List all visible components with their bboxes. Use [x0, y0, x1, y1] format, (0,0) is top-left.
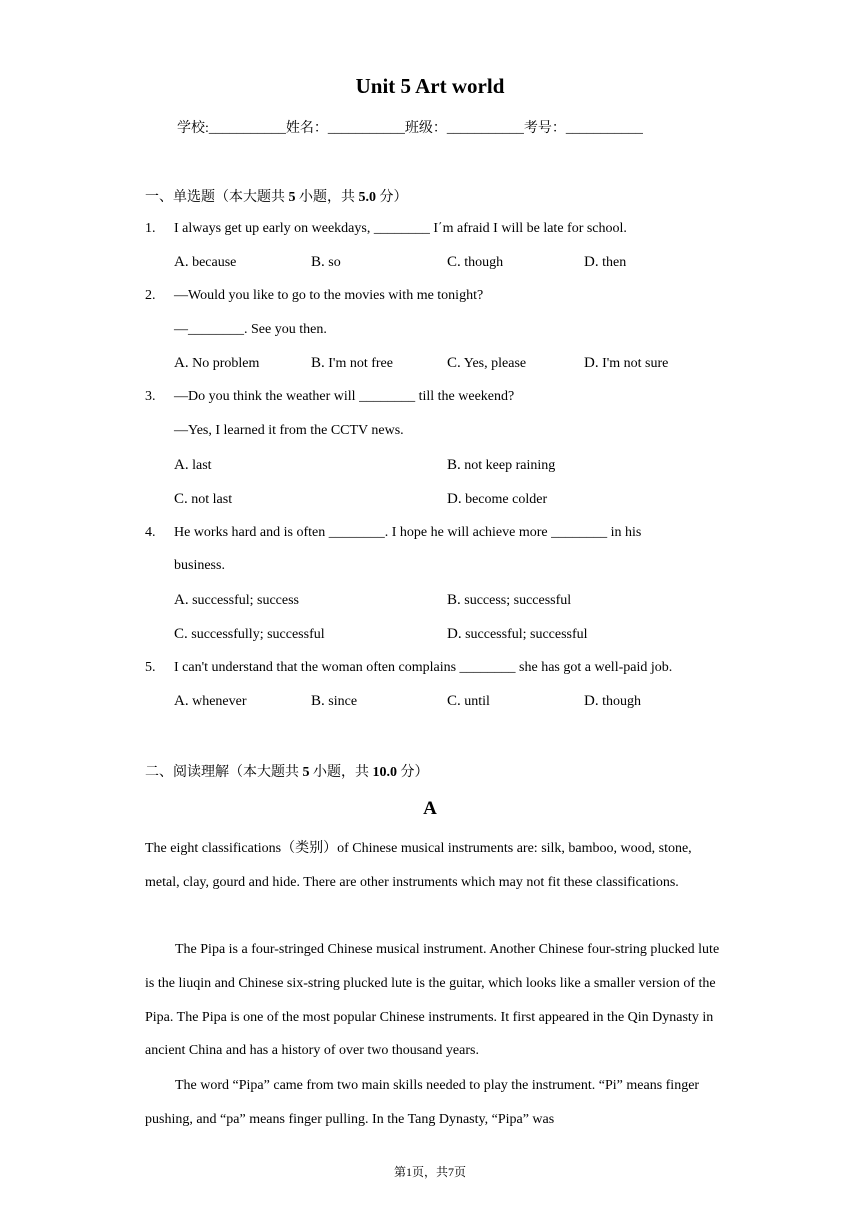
option-letter: D. [584, 693, 599, 709]
section-score: 10.0 [372, 765, 397, 780]
passage-heading: A [423, 798, 437, 819]
option-text: though [464, 255, 504, 270]
section-heading-reading [145, 761, 429, 781]
option-b [311, 693, 357, 710]
question-stem: —Do you think the weather will ________ till the weekend? [174, 389, 515, 404]
option-text: success; successful [464, 593, 572, 608]
option-text: Yes, please [463, 356, 527, 371]
option-c [174, 626, 325, 643]
question-number: 1. [145, 221, 156, 236]
option-text: then [602, 255, 627, 270]
question-number: 3. [145, 389, 156, 404]
page-title: Unit 5 Art world [355, 74, 505, 98]
option-letter: C. [174, 491, 188, 507]
option-d [447, 491, 547, 508]
section-count: 5 [302, 765, 310, 780]
section-suffix: 分） [376, 190, 408, 205]
question-stem-line: —________. See you then. [174, 322, 327, 337]
option-text: so [328, 255, 341, 270]
option-text: whenever [192, 694, 247, 709]
option-a [174, 254, 236, 271]
option-letter: B. [447, 457, 461, 473]
section-score: 5.0 [358, 190, 376, 205]
option-d [447, 626, 588, 643]
option-c [174, 491, 232, 508]
option-text: I'm not sure [602, 356, 669, 371]
option-a [174, 355, 259, 372]
passage-paragraph: The word “Pipa” came from two main skills needed to play the instrument. “Pi” means finger pushing, and “pa” means finger pulling. In the Tang Dynasty, “Pipa” was [145, 1078, 700, 1127]
option-letter: D. [584, 355, 599, 371]
question-number: 2. [145, 288, 156, 303]
question-stem-line: business. [174, 558, 225, 573]
section-heading-single-choice [145, 186, 408, 206]
question-stem-line: —Yes, I learned it from the CCTV news. [174, 423, 404, 438]
option-letter: A. [174, 457, 189, 473]
page-footer: 第1页，共7页 [393, 1165, 466, 1179]
question-number: 5. [145, 660, 156, 675]
option-letter: A. [174, 693, 189, 709]
option-c [447, 693, 490, 710]
option-d [584, 355, 668, 372]
option-letter: C. [447, 254, 461, 270]
passage-paragraph: The eight classifications（类别）of Chinese musical instruments are: silk, bamboo, wood, stone, metal, clay, gourd and hide. There are other instruments which may not fit these classifications. [145, 841, 692, 890]
section-prefix: 二、阅读理解（本大题共 [145, 765, 303, 780]
question-stem: I always get up early on weekdays, ________ I΄m afraid I will be late for school. [174, 221, 627, 236]
option-text: I'm not free [328, 356, 393, 371]
option-d [584, 254, 626, 271]
option-letter: C. [447, 693, 461, 709]
passage-paragraph: The Pipa is a four-stringed Chinese musical instrument. Another Chinese four-string plucked lute is the liuqin and Chinese six-string plucked lute is the guitar, which looks like a smaller version of the Pipa. The Pipa is one of the most popular Chinese instruments. It first appeared in the Qin Dynasty in ancient China and has a history of over two thousand years. [145, 942, 720, 1059]
option-b [447, 592, 571, 609]
section-suffix: 分） [397, 765, 429, 780]
option-letter: C. [447, 355, 461, 371]
option-letter: B. [311, 254, 325, 270]
option-text: successful; success [192, 593, 300, 608]
option-text: since [328, 694, 358, 709]
section-prefix: 一、单选题（本大题共 [145, 190, 289, 205]
section-middle: 小题，共 [309, 765, 373, 780]
option-a [174, 592, 299, 609]
option-text: successfully; successful [191, 627, 325, 642]
option-c [447, 355, 526, 372]
option-text: though [602, 694, 641, 709]
option-text: become colder [465, 492, 548, 507]
question-number: 4. [145, 525, 156, 540]
student-info-line: 学校:___________姓名：___________班级：___________考号：___________ [177, 121, 643, 136]
option-letter: B. [447, 592, 461, 608]
question-stem: —Would you like to go to the movies with me tonight? [174, 288, 484, 303]
option-text: not keep raining [464, 458, 556, 473]
option-text: successful; successful [465, 627, 588, 642]
option-text: because [192, 255, 237, 270]
option-text: not last [191, 492, 233, 507]
option-a [174, 693, 247, 710]
option-b [311, 254, 341, 271]
option-c [447, 254, 503, 271]
option-b [311, 355, 393, 372]
option-letter: D. [447, 491, 462, 507]
option-text: No problem [192, 356, 260, 371]
option-letter: D. [584, 254, 599, 270]
question-stem: He works hard and is often ________. I hope he will achieve more ________ in his [174, 525, 642, 540]
option-letter: B. [311, 693, 325, 709]
section-middle: 小题，共 [295, 190, 359, 205]
option-b [447, 457, 555, 474]
question-stem: I can't understand that the woman often complains ________ she has got a well-paid job. [174, 660, 673, 675]
option-d [584, 693, 641, 710]
option-letter: A. [174, 355, 189, 371]
option-a [174, 457, 212, 474]
option-letter: C. [174, 626, 188, 642]
option-letter: A. [174, 254, 189, 270]
option-letter: B. [311, 355, 325, 371]
option-letter: D. [447, 626, 462, 642]
option-text: last [192, 458, 212, 473]
section-count: 5 [288, 190, 296, 205]
option-text: until [464, 694, 490, 709]
option-letter: A. [174, 592, 189, 608]
